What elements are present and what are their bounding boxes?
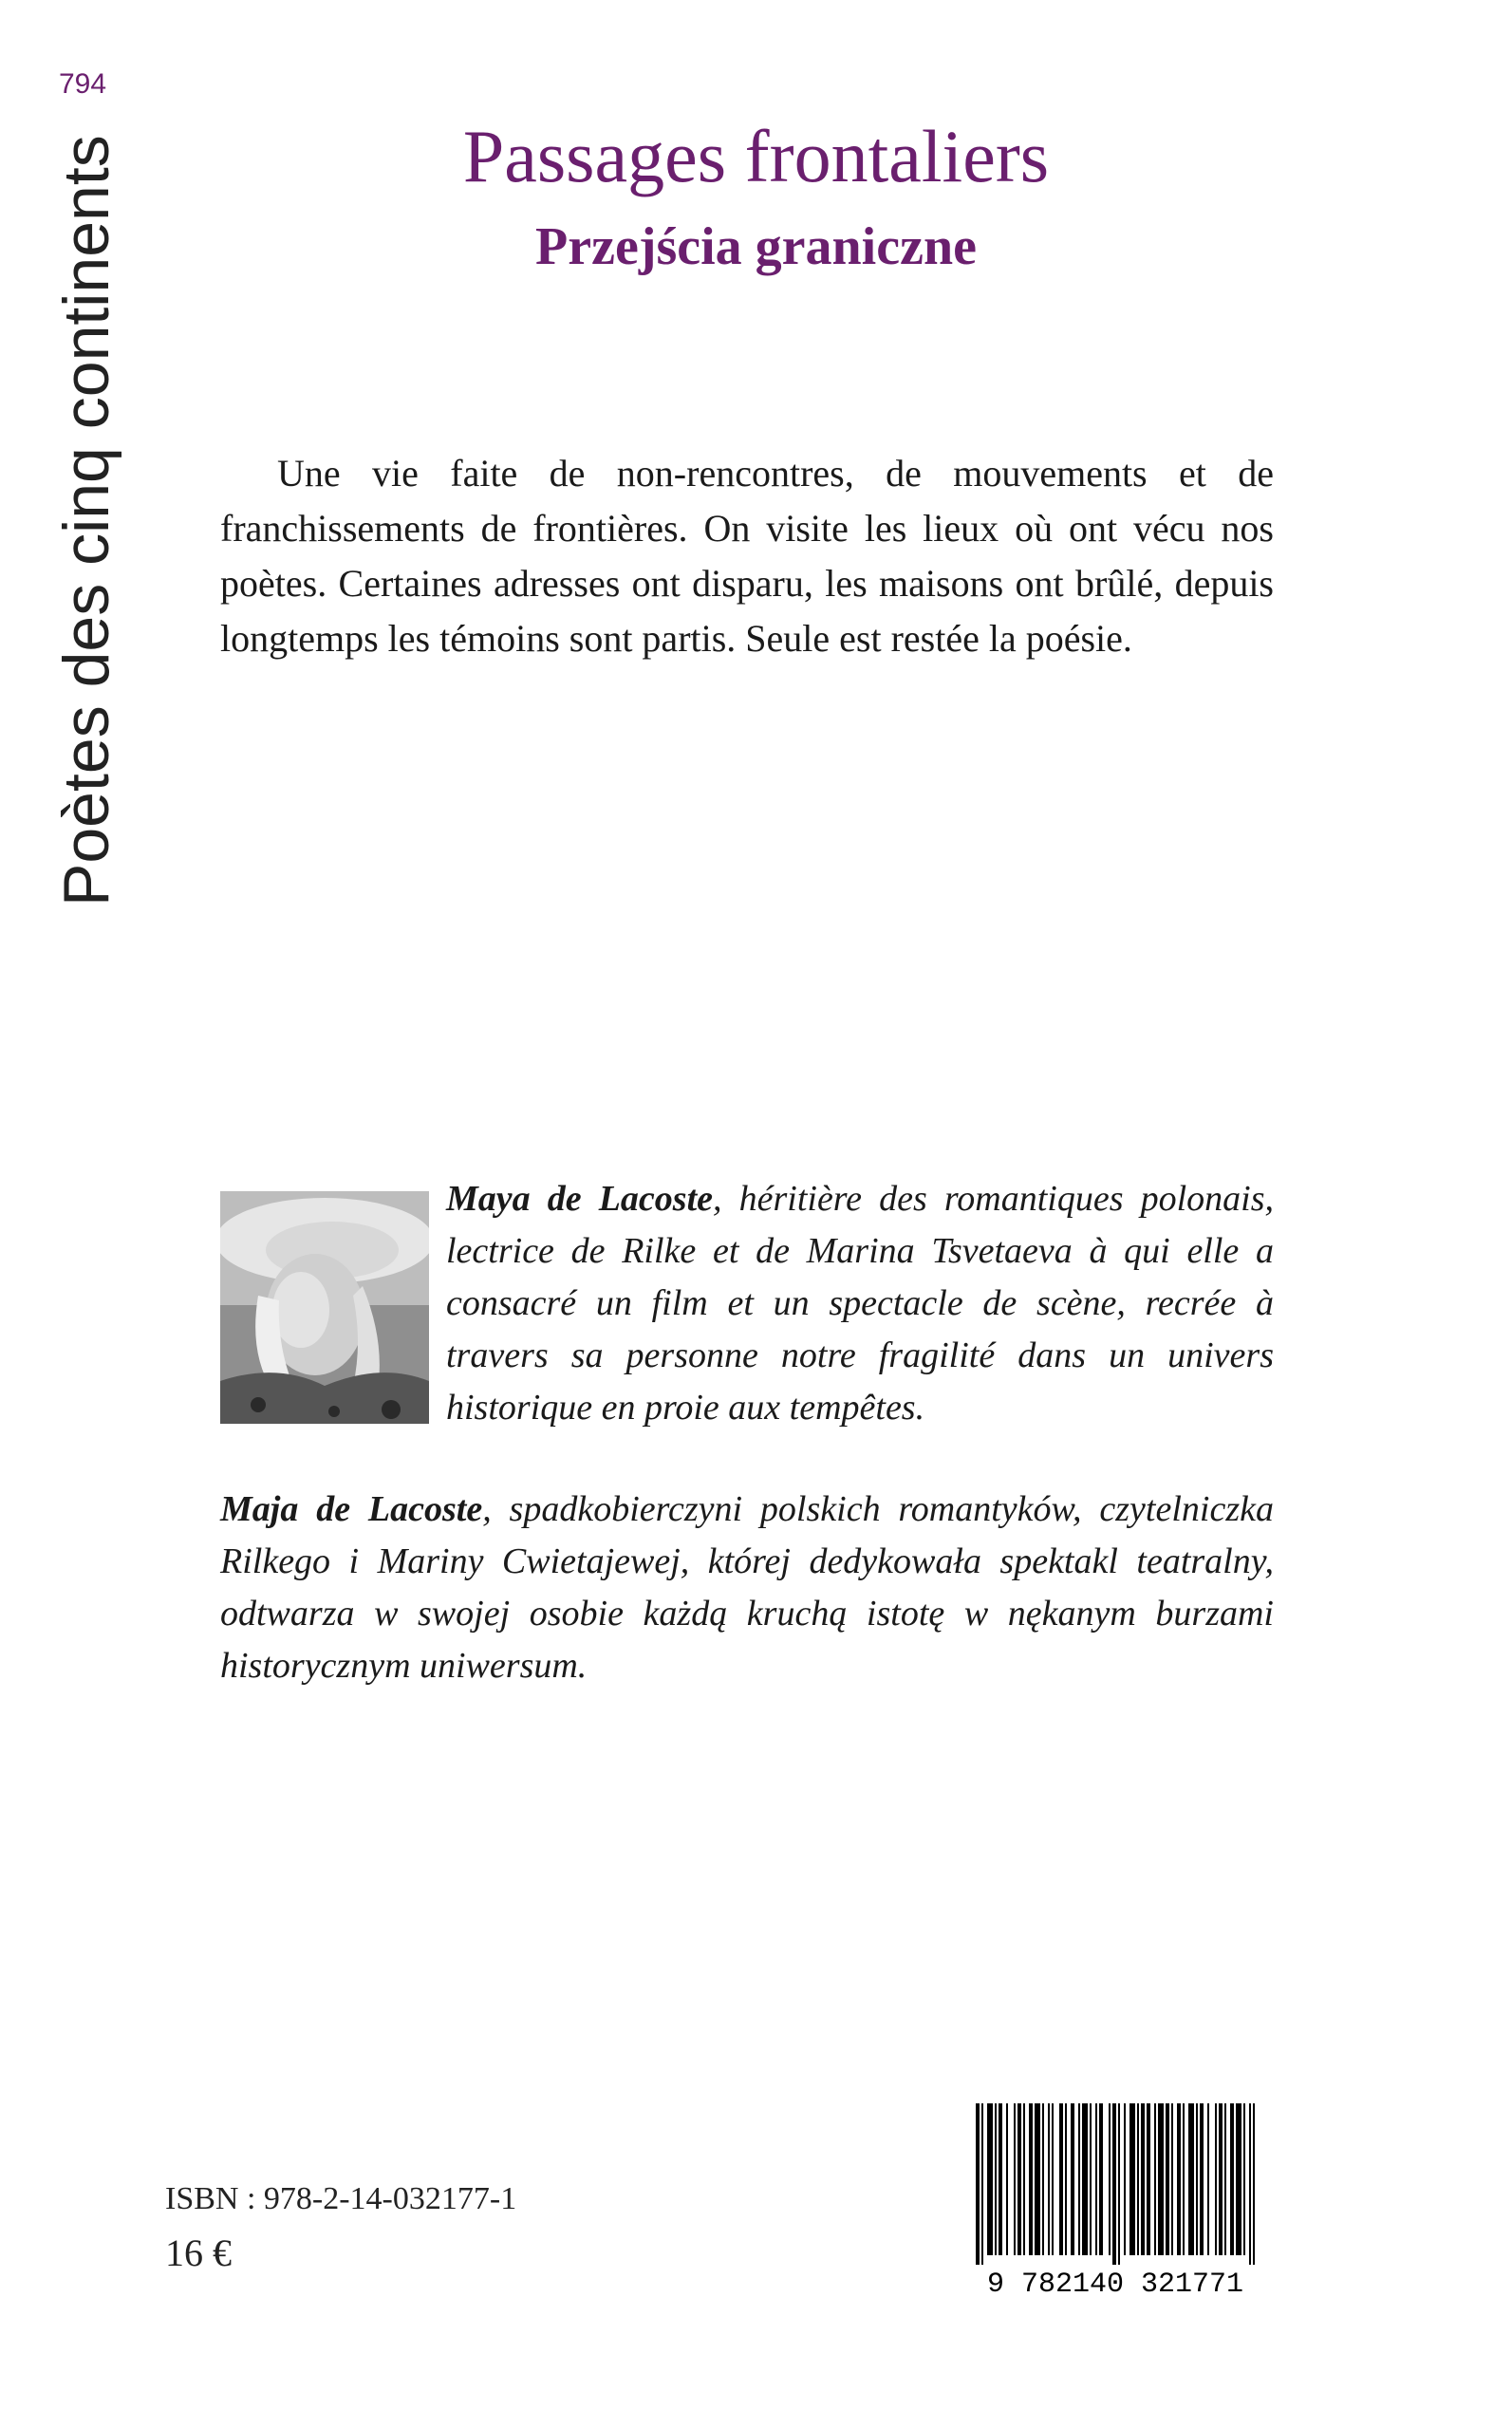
barcode-bar <box>1023 2103 1025 2255</box>
book-title: Passages frontaliers <box>462 115 1050 197</box>
barcode-bar <box>1035 2103 1040 2255</box>
barcode-bar <box>1196 2103 1198 2255</box>
series-name: Poètes des cinq continents <box>50 135 122 906</box>
barcode-bar <box>1236 2103 1241 2255</box>
barcode-bar <box>1171 2103 1173 2255</box>
barcode-bar <box>1017 2103 1021 2255</box>
book-subtitle: Przejścia graniczne <box>535 217 977 276</box>
barcode-bar <box>1154 2103 1156 2255</box>
author-bio-polish-text: , spadkobierczyni polskich romantyków, czytelniczka Rilkego i Mariny Cwietajewej, której dedykowała spektakl teatralny, odtwarza w swojej osobie każdą kruchą istotę w nękanym burzami historycznym uniwersum. <box>220 1489 1274 1686</box>
barcode-bar <box>1095 2103 1097 2255</box>
barcode-bar <box>1243 2103 1245 2255</box>
barcode-bar <box>1059 2103 1063 2255</box>
author-photo <box>220 1191 429 1424</box>
barcode-bar <box>1224 2103 1226 2255</box>
barcode-bar <box>1052 2103 1054 2255</box>
barcode-bar <box>1071 2103 1074 2255</box>
barcode <box>959 2103 1272 2298</box>
barcode-bar <box>1112 2103 1116 2265</box>
author-bio-french-text: , héritière des romantiques polonais, lectrice de Rilke et de Marina Tsvetaeva à qui elle a consacré un film et un spectacle de scène, recrée à travers sa personne notre fragilité dans un univers historique en proie aux tempêtes. <box>446 1179 1274 1428</box>
barcode-bar <box>995 2103 997 2255</box>
barcode-bar <box>1147 2103 1150 2255</box>
barcode-bar <box>1124 2103 1126 2255</box>
barcode-bar <box>1029 2103 1033 2255</box>
barcode-bar <box>1188 2103 1194 2255</box>
barcode-bar <box>1129 2103 1135 2255</box>
barcode-bar <box>1207 2103 1209 2255</box>
barcode-bar <box>1065 2103 1067 2255</box>
barcode-bar <box>1183 2103 1185 2255</box>
barcode-bar <box>987 2103 993 2255</box>
barcode-bar <box>1048 2103 1050 2255</box>
author-name-polish: Maja de Lacoste <box>220 1489 483 1529</box>
barcode-bar <box>999 2103 1002 2255</box>
author-bio-french <box>446 1173 1274 1434</box>
barcode-digits: 9 782140 321771 <box>986 2269 1244 2298</box>
book-summary: Une vie faite de non-rencontres, de mouvements et de franchissements de frontières. On visite les lieux où ont vécu nos poètes. Certaines adresses ont disparu, les maisons ont brûlé, depuis longtemps les témoins sont partis. Seule est restée la poésie. <box>220 452 1274 660</box>
price-label: 16 € <box>165 2232 232 2274</box>
author-name-french: Maya de Lacoste <box>446 1179 714 1219</box>
barcode-bar <box>1006 2103 1008 2255</box>
author-portrait-icon <box>220 1191 429 1424</box>
author-bio-polish <box>220 1484 1274 1692</box>
barcode-bar <box>1137 2103 1139 2255</box>
barcode-bar <box>1253 2103 1255 2265</box>
barcode-bar <box>1177 2103 1181 2255</box>
barcode-bar <box>1249 2103 1251 2265</box>
barcode-bar <box>1109 2103 1111 2255</box>
barcode-bar <box>1166 2103 1169 2255</box>
series-number: 794 <box>59 68 107 100</box>
barcode-bar <box>1158 2103 1164 2255</box>
barcode-bar <box>1042 2103 1044 2255</box>
barcode-bar <box>1219 2103 1223 2255</box>
barcode-bar <box>1099 2103 1103 2255</box>
isbn-label: ISBN : 978-2-14-032177-1 <box>165 2181 517 2216</box>
barcode-bar <box>1200 2103 1204 2255</box>
barcode-bar <box>1078 2103 1080 2255</box>
barcode-bar <box>1230 2103 1234 2255</box>
barcode-bar <box>1082 2103 1088 2255</box>
barcode-bar <box>981 2103 983 2265</box>
barcode-bar <box>1141 2103 1145 2255</box>
barcode-bar <box>1118 2103 1120 2265</box>
barcode-bar <box>1090 2103 1092 2255</box>
barcode-bar <box>976 2103 980 2265</box>
barcode-bar <box>1014 2103 1016 2255</box>
barcode-bar <box>1215 2103 1217 2255</box>
